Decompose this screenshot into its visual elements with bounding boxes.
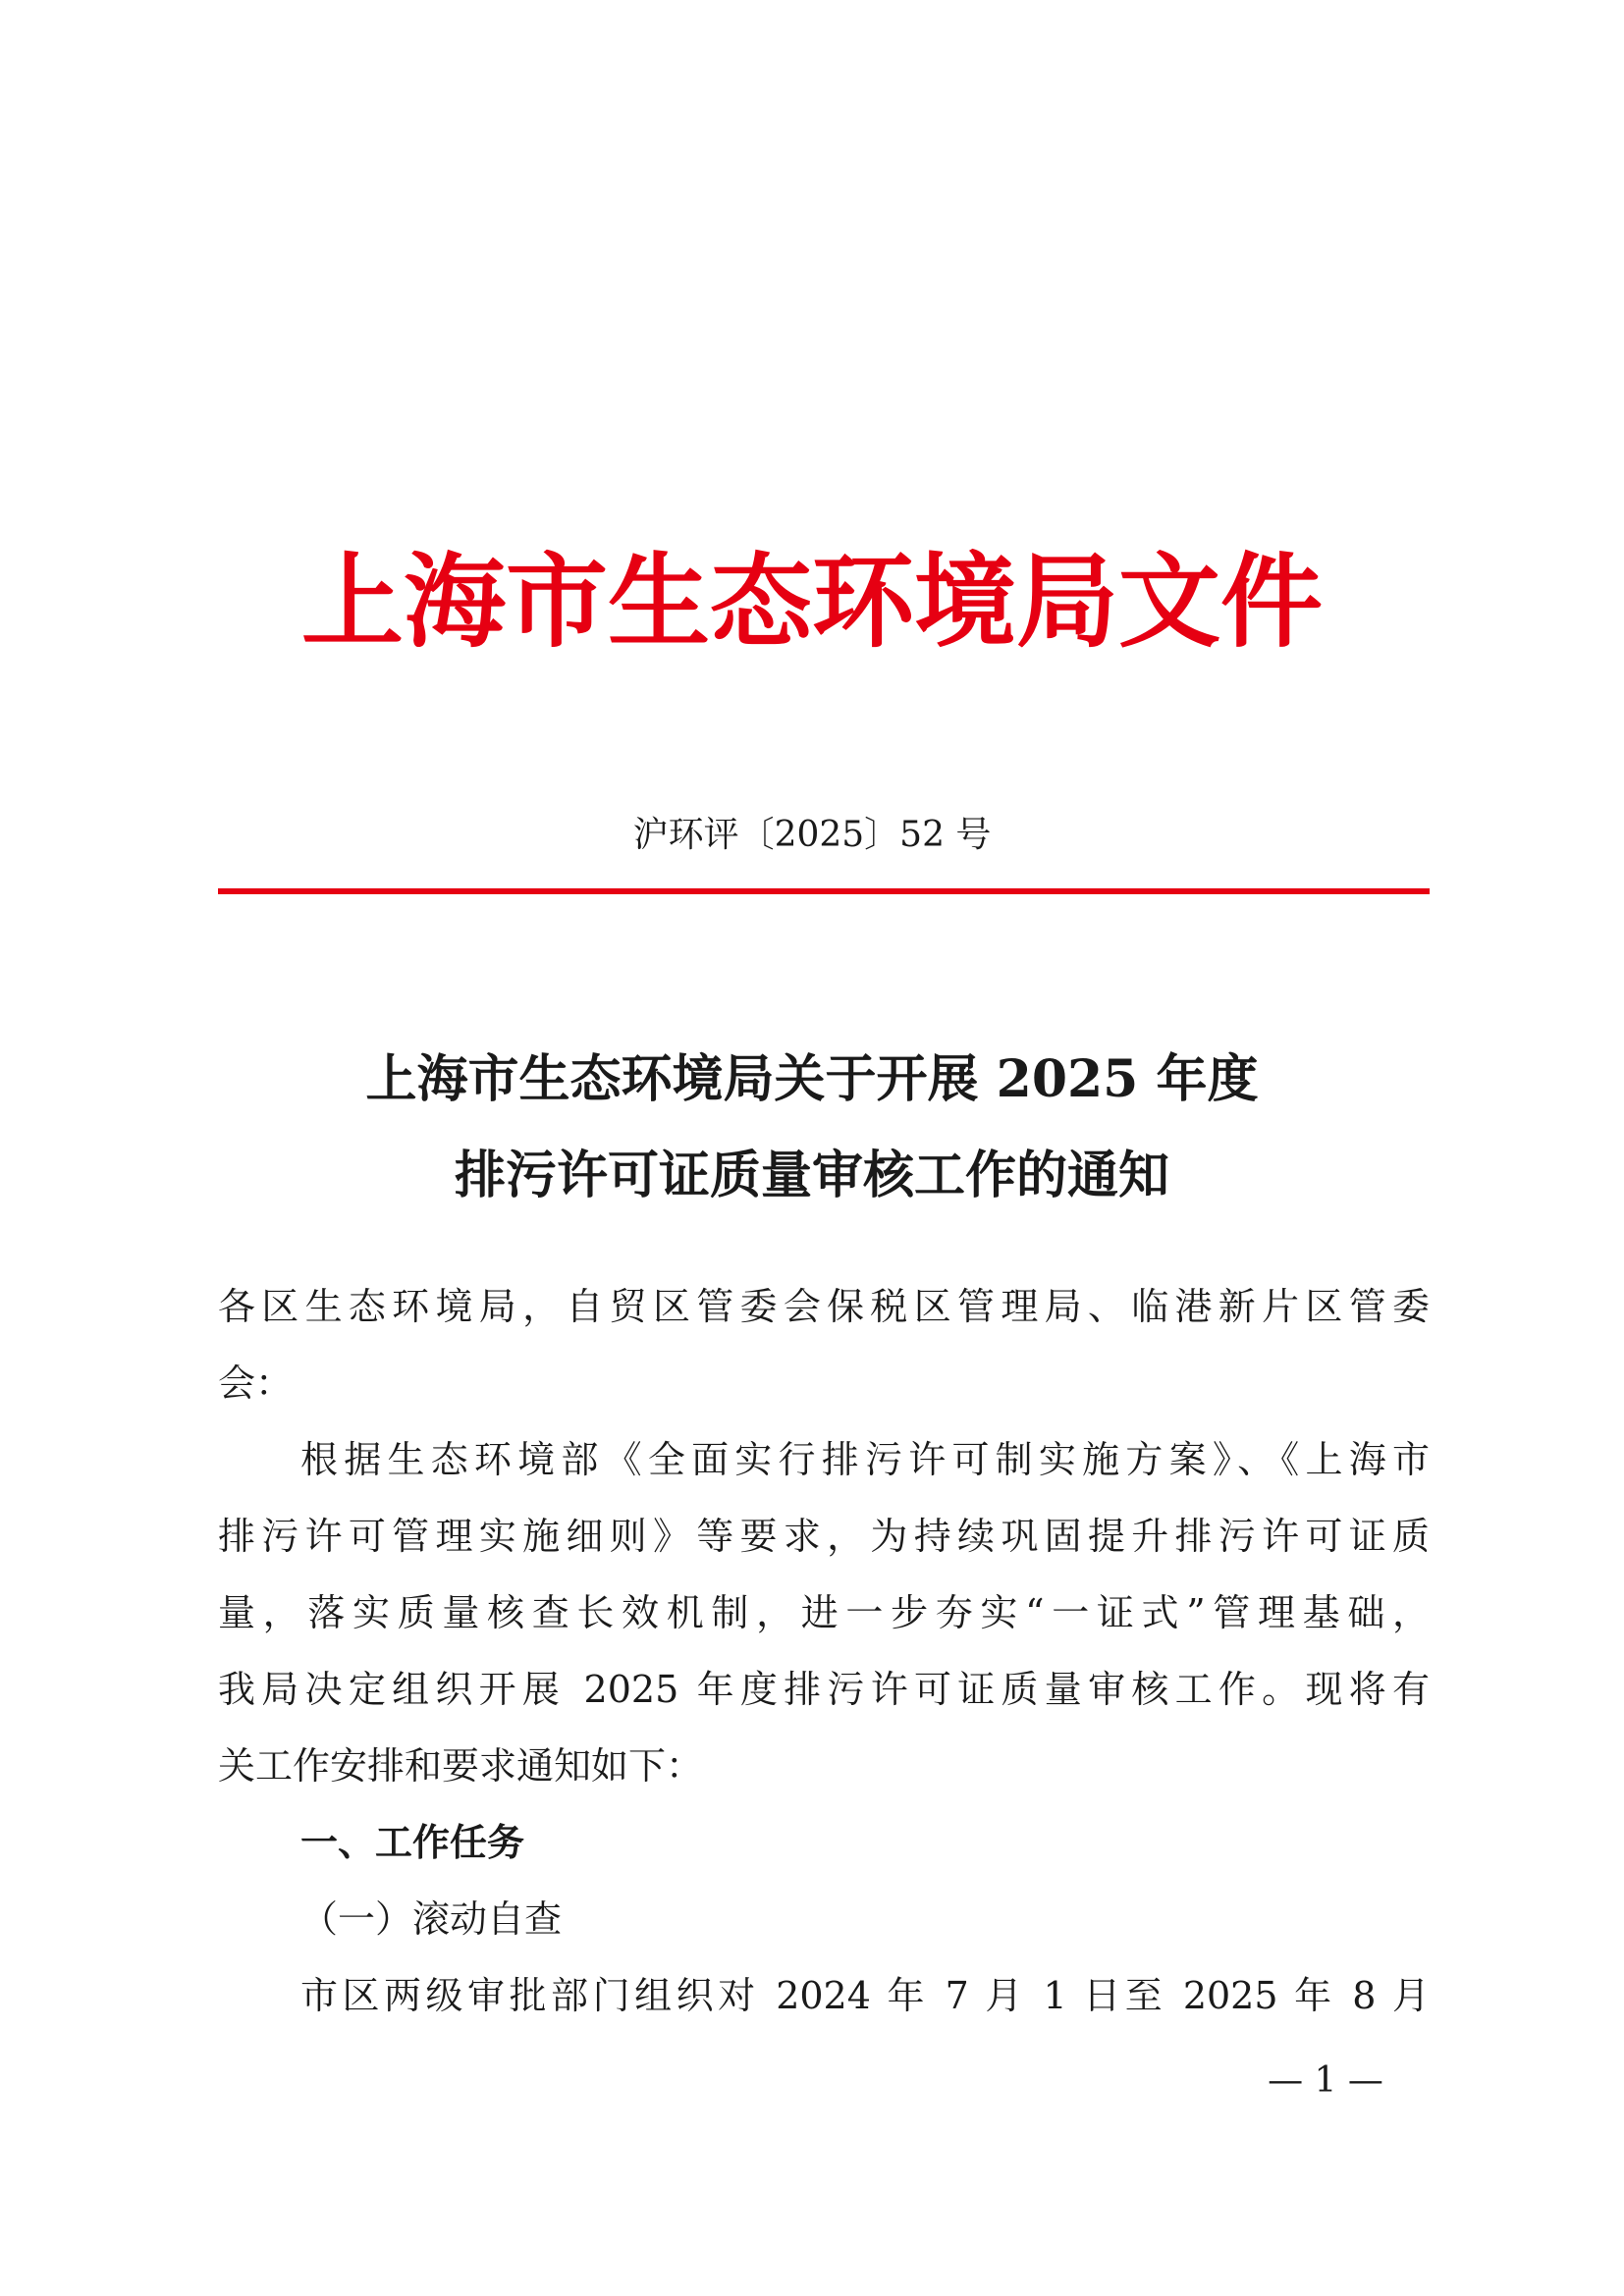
addressee-line-1: 各区生态环境局，自贸区管委会保税区管理局、临港新片区管委: [218, 1285, 1430, 1328]
paragraph-1-line-3: 量，落实质量核查长效机制，进一步夯实“一证式”管理基础，: [218, 1591, 1430, 1634]
document-title-line-1: 上海市生态环境局关于开展 2025 年度: [365, 1049, 1259, 1109]
subsection-1-heading: （一）滚动自查: [300, 1897, 563, 1941]
addressee-line-2: 会：: [218, 1362, 294, 1405]
page-number: — 1 —: [1268, 2060, 1383, 2101]
document-number: 沪环评〔2025〕52 号: [632, 815, 992, 855]
red-separator-line: [218, 888, 1430, 894]
paragraph-1-line-2: 排污许可管理实施细则》等要求，为持续巩固提升排污许可证质: [218, 1515, 1430, 1558]
issuer-title: 上海市生态环境局文件: [300, 542, 1323, 662]
paragraph-1-line-5: 关工作安排和要求通知如下：: [218, 1744, 704, 1788]
paragraph-1-line-4: 我局决定组织开展 2025 年度排污许可证质量审核工作。现将有: [218, 1668, 1430, 1711]
paragraph-1-line-1: 根据生态环境部《全面实行排污许可制实施方案》、《上海市: [300, 1438, 1430, 1481]
paragraph-2-line-1: 市区两级审批部门组织对 2024 年 7 月 1 日至 2025 年 8 月: [300, 1974, 1430, 2017]
section-1-heading: 一、工作任务: [300, 1821, 525, 1864]
document-title-line-2: 排污许可证质量审核工作的通知: [454, 1146, 1169, 1205]
